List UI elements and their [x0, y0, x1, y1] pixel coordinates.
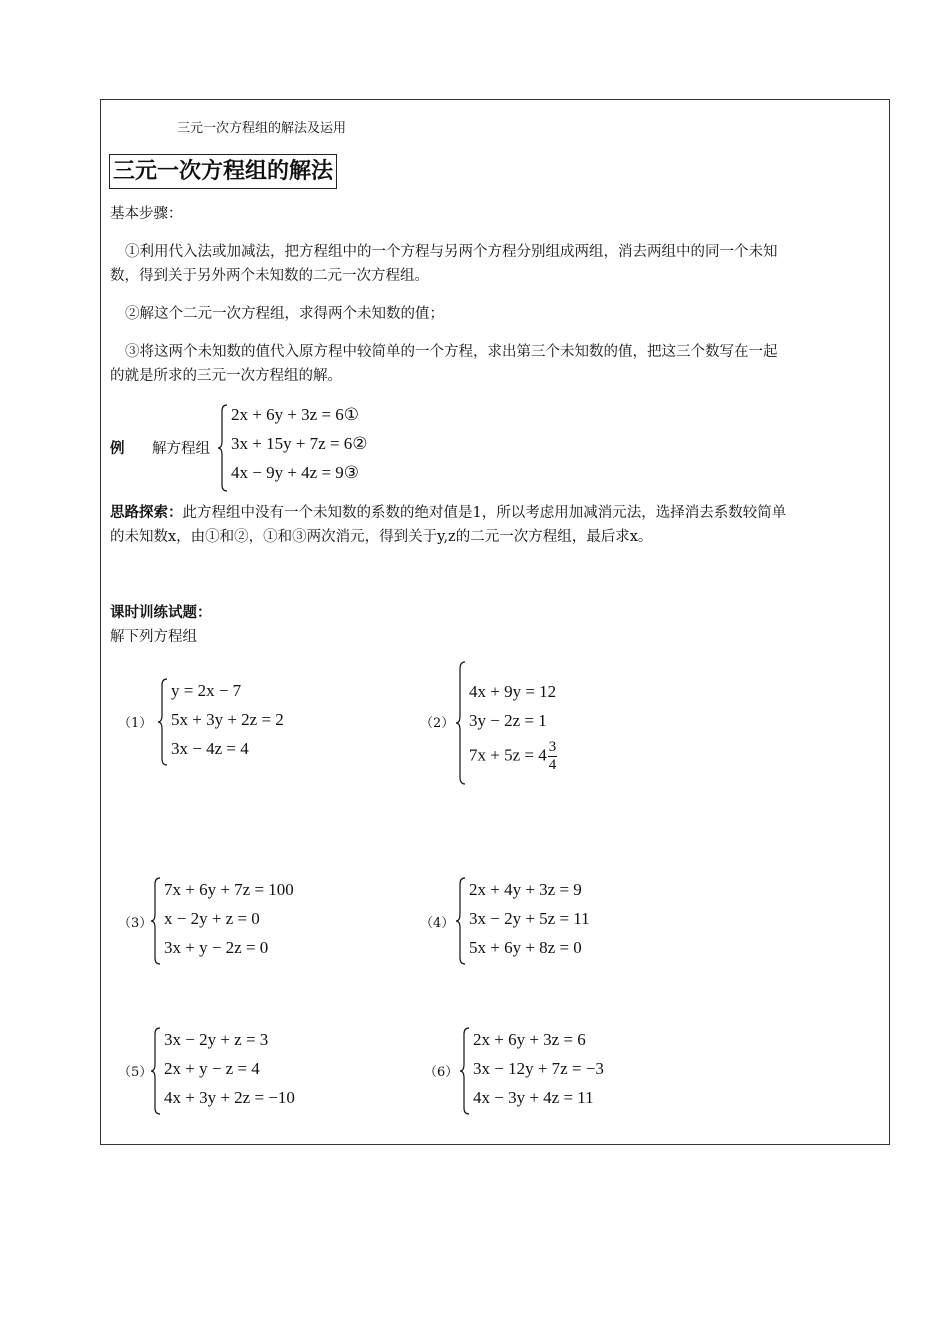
analysis-text1: 此方程组中没有一个未知数的系数的绝对值是1，所以考虑用加减消元法，选择消去系数较简单	[182, 505, 787, 521]
problem-1-eq-3: 3x − 4z = 4	[171, 739, 249, 758]
practice-title: 课时训练试题：	[110, 605, 212, 621]
problem-4-eq-3: 5x + 6y + 8z = 0	[469, 938, 582, 957]
step1-line1: ①利用代入法或加减法，把方程组中的一个方程与另两个方程分别组成两组，消去两组中的同一个未知	[125, 244, 778, 260]
example-system	[217, 403, 397, 493]
problem-2-eq-1: 4x + 9y = 12	[469, 682, 557, 701]
step1-line2: 数，得到关于另外两个未知数的二元一次方程组。	[110, 268, 429, 284]
brace-icon	[217, 403, 229, 493]
problem-1-label: （1）	[118, 716, 153, 731]
problem-3-system	[150, 876, 350, 966]
example-eq-1: 2x + 6y + 3z = 6①	[231, 405, 360, 424]
problem-2-label: （2）	[420, 716, 455, 731]
problem-5-eq-3: 4x + 3y + 2z = −10	[164, 1088, 295, 1107]
problem-2-system	[455, 660, 645, 786]
problem-6-eq-3: 4x − 3y + 4z = 11	[473, 1088, 594, 1107]
brace-icon	[455, 876, 467, 966]
page-header: 三元一次方程组的解法及运用	[177, 121, 347, 136]
problem-4-system	[455, 876, 655, 966]
example-prompt: 解方程组	[152, 441, 210, 457]
fraction-denominator: 4	[548, 757, 557, 773]
problem-3-eq-2: x − 2y + z = 0	[164, 909, 260, 928]
problem-1-eq-2: 5x + 3y + 2z = 2	[171, 710, 284, 729]
example-eq-3: 4x − 9y + 4z = 9③	[231, 463, 360, 482]
problem-4-eq-2: 3x − 2y + 5z = 11	[469, 909, 590, 928]
example-label: 例	[110, 441, 125, 457]
analysis-line1	[110, 501, 786, 525]
practice-instruction: 解下列方程组	[110, 629, 197, 645]
step3-line2: 的就是所求的三元一次方程组的解。	[110, 368, 342, 384]
problem-6-eq-2: 3x − 12y + 7z = −3	[473, 1059, 604, 1078]
brace-icon	[459, 1026, 471, 1116]
problem-3-eq-1: 7x + 6y + 7z = 100	[164, 880, 294, 899]
problem-6-label: （6）	[424, 1065, 459, 1080]
example-eq-2: 3x + 15y + 7z = 6②	[231, 434, 368, 453]
problem-1-eq-1: y = 2x − 7	[171, 681, 242, 700]
problem-2-eq-2: 3y − 2z = 1	[469, 711, 547, 730]
problem-4-label: （4）	[420, 916, 455, 931]
analysis-line2: 的未知数x，由①和②，①和③两次消元，得到关于y,z的二元一次方程组，最后求x。	[110, 529, 653, 545]
problem-2-eq-3-text: 7x + 5z = 4	[469, 745, 547, 765]
problem-3-eq-3: 3x + y − 2z = 0	[164, 938, 269, 957]
problem-6-eq-1: 2x + 6y + 3z = 6	[473, 1030, 586, 1049]
problem-6-system	[459, 1026, 659, 1116]
steps-label: 基本步骤：	[110, 206, 183, 222]
analysis-label: 思路探索：	[110, 505, 183, 521]
section-title: 三元一次方程组的解法	[109, 154, 337, 189]
brace-icon	[157, 677, 169, 767]
problem-1-system	[157, 677, 347, 767]
fraction	[548, 740, 558, 773]
problem-5-eq-2: 2x + y − z = 4	[164, 1059, 260, 1078]
step3-line1: ③将这两个未知数的值代入原方程中较简单的一个方程，求出第三个未知数的值，把这三个数写在一起	[125, 344, 778, 360]
problem-3-label: （3）	[118, 916, 153, 931]
fraction-numerator: 3	[548, 739, 557, 755]
problem-2-eq-3	[469, 740, 557, 773]
brace-icon	[455, 660, 467, 786]
brace-icon	[150, 876, 162, 966]
problem-5-eq-1: 3x − 2y + z = 3	[164, 1030, 269, 1049]
step2: ②解这个二元一次方程组，求得两个未知数的值；	[125, 306, 444, 322]
problem-5-system	[150, 1026, 350, 1116]
problem-4-eq-1: 2x + 4y + 3z = 9	[469, 880, 582, 899]
brace-icon	[150, 1026, 162, 1116]
problem-5-label: （5）	[118, 1065, 153, 1080]
